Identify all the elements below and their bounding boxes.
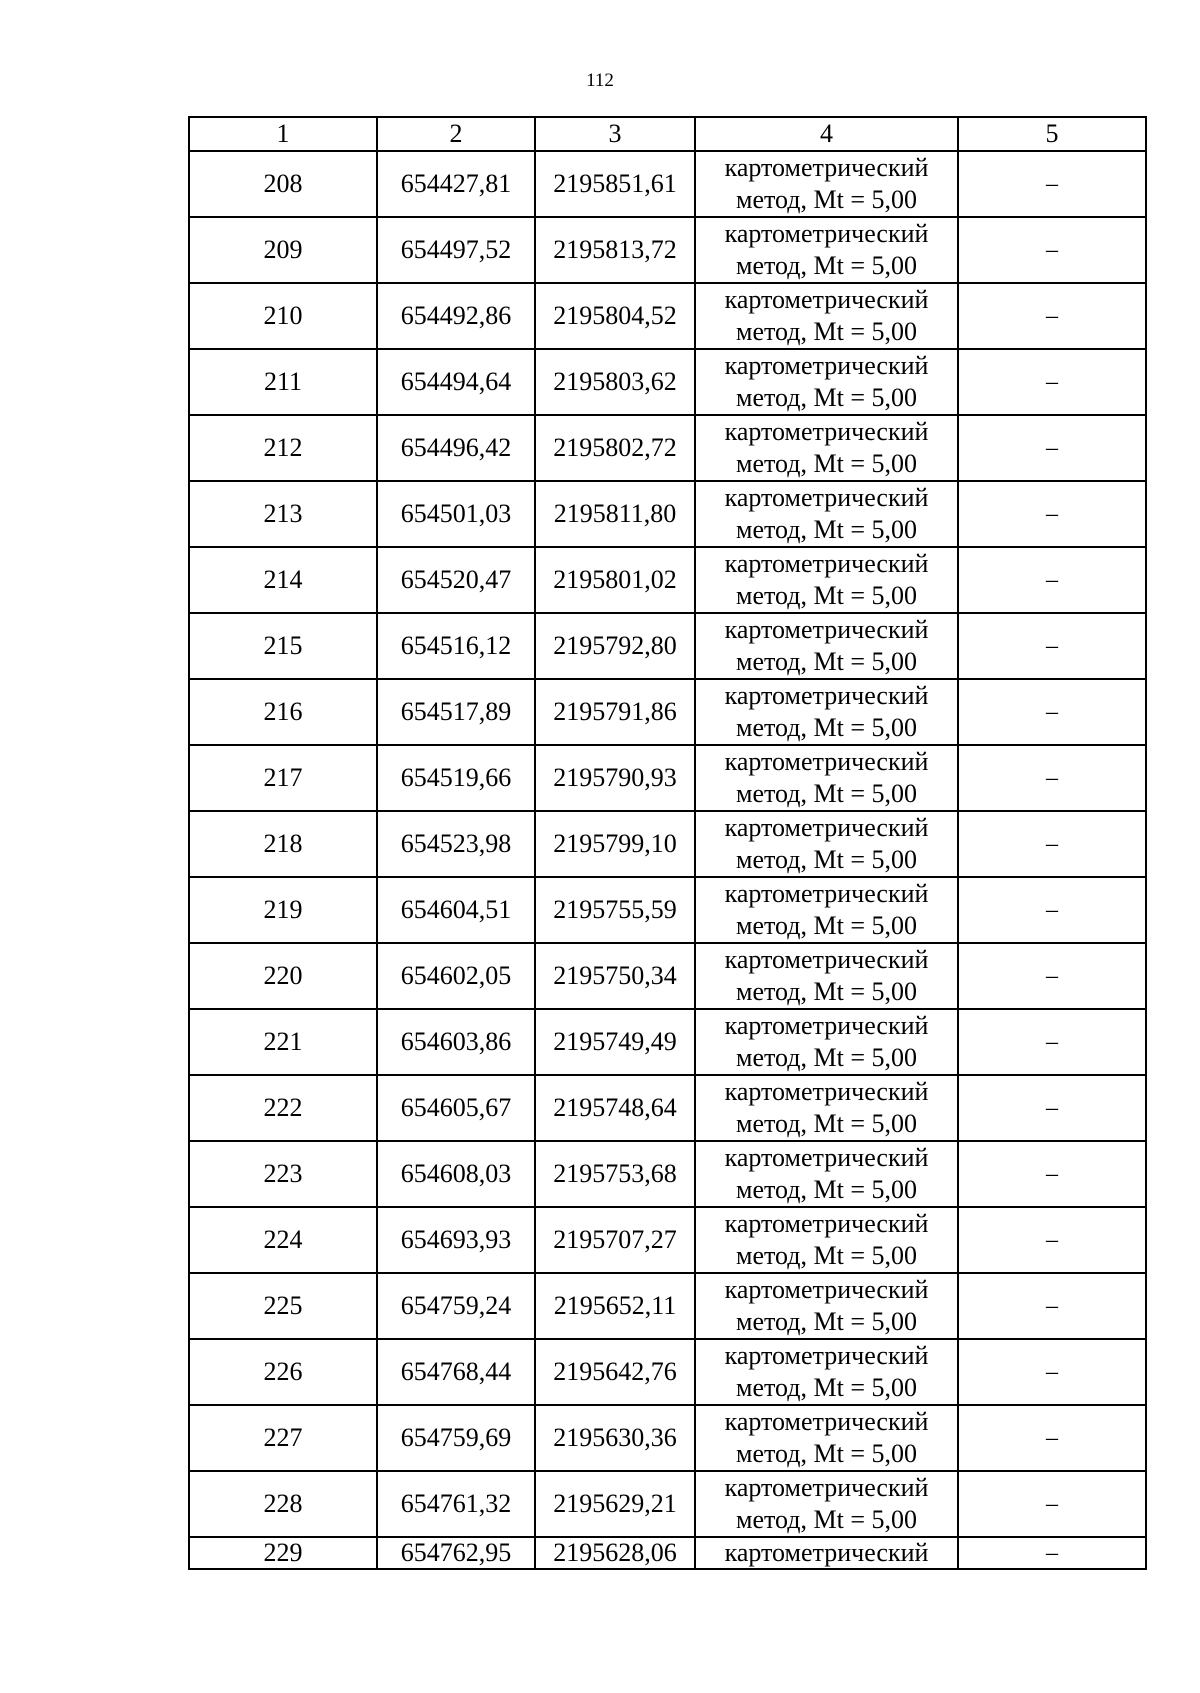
cell-dash: – [958, 1141, 1146, 1207]
cell-y-coordinate: 2195792,80 [535, 613, 695, 679]
cell-method [695, 151, 958, 217]
method-line-2: метод, Mt = 5,00 [736, 251, 917, 280]
cell-x-coordinate: 654494,64 [377, 349, 535, 415]
cell-x-coordinate: 654427,81 [377, 151, 535, 217]
method-line-1: картометрический [724, 1407, 929, 1436]
cell-y-coordinate: 2195628,06 [535, 1537, 695, 1569]
table-row [189, 481, 1146, 547]
cell-dash: – [958, 877, 1146, 943]
method-line-2: метод, Mt = 5,00 [736, 185, 917, 214]
table-row [189, 811, 1146, 877]
cell-y-coordinate: 2195791,86 [535, 679, 695, 745]
cell-method [695, 349, 958, 415]
cell-x-coordinate: 654519,66 [377, 745, 535, 811]
cell-dash: – [958, 415, 1146, 481]
cell-x-coordinate: 654603,86 [377, 1009, 535, 1075]
cell-x-coordinate: 654602,05 [377, 943, 535, 1009]
table-row [189, 943, 1146, 1009]
cell-point-number: 226 [189, 1339, 377, 1405]
table-row [189, 547, 1146, 613]
cell-x-coordinate: 654759,69 [377, 1405, 535, 1471]
cell-y-coordinate: 2195802,72 [535, 415, 695, 481]
cell-method [695, 877, 958, 943]
cell-method [695, 1405, 958, 1471]
cell-point-number: 225 [189, 1273, 377, 1339]
coordinates-table-container [188, 116, 1145, 1570]
table-row [189, 349, 1146, 415]
method-line-2: метод, Mt = 5,00 [736, 317, 917, 346]
cell-point-number: 219 [189, 877, 377, 943]
method-line-1: картометрический [724, 1275, 929, 1304]
column-header-1: 1 [189, 117, 377, 151]
cell-y-coordinate: 2195750,34 [535, 943, 695, 1009]
table-row [189, 1537, 1146, 1569]
cell-y-coordinate: 2195629,21 [535, 1471, 695, 1537]
cell-x-coordinate: 654501,03 [377, 481, 535, 547]
cell-method [695, 1339, 958, 1405]
cell-method [695, 613, 958, 679]
table-row [189, 1405, 1146, 1471]
cell-point-number: 214 [189, 547, 377, 613]
method-line-1: картометрический [724, 1209, 929, 1238]
cell-point-number: 218 [189, 811, 377, 877]
cell-point-number: 224 [189, 1207, 377, 1273]
table-row [189, 1207, 1146, 1273]
method-line-2: метод, Mt = 5,00 [736, 1373, 917, 1402]
cell-point-number: 223 [189, 1141, 377, 1207]
cell-method [695, 283, 958, 349]
cell-method [695, 1537, 958, 1569]
cell-dash: – [958, 1405, 1146, 1471]
table-header [189, 117, 1146, 151]
method-line-2: метод, Mt = 5,00 [736, 515, 917, 544]
table-row [189, 877, 1146, 943]
method-line-2: метод, Mt = 5,00 [736, 1439, 917, 1468]
cell-point-number: 220 [189, 943, 377, 1009]
cell-y-coordinate: 2195790,93 [535, 745, 695, 811]
method-line-1: картометрический [724, 615, 929, 644]
method-line-1: картометрический [724, 813, 929, 842]
cell-dash: – [958, 745, 1146, 811]
cell-y-coordinate: 2195749,49 [535, 1009, 695, 1075]
cell-method [695, 745, 958, 811]
cell-x-coordinate: 654768,44 [377, 1339, 535, 1405]
header-row [189, 117, 1146, 151]
cell-dash: – [958, 1339, 1146, 1405]
method-line-1: картометрический [724, 153, 929, 182]
cell-dash: – [958, 613, 1146, 679]
cell-dash: – [958, 1075, 1146, 1141]
cell-point-number: 215 [189, 613, 377, 679]
method-line-1: картометрический [724, 549, 929, 578]
method-line-2: метод, Mt = 5,00 [736, 713, 917, 742]
cell-point-number: 217 [189, 745, 377, 811]
cell-dash: – [958, 679, 1146, 745]
cell-method [695, 1141, 958, 1207]
table-row [189, 217, 1146, 283]
cell-point-number: 213 [189, 481, 377, 547]
method-line-1: картометрический [724, 1473, 929, 1502]
cell-x-coordinate: 654517,89 [377, 679, 535, 745]
cell-point-number: 222 [189, 1075, 377, 1141]
cell-point-number: 209 [189, 217, 377, 283]
cell-point-number: 211 [189, 349, 377, 415]
cell-x-coordinate: 654497,52 [377, 217, 535, 283]
cell-y-coordinate: 2195803,62 [535, 349, 695, 415]
cell-dash: – [958, 1009, 1146, 1075]
method-line-1: картометрический [724, 1011, 929, 1040]
cell-point-number: 216 [189, 679, 377, 745]
cell-method [695, 1471, 958, 1537]
method-line-1: картометрический [724, 351, 929, 380]
method-line-1: картометрический [724, 681, 929, 710]
table-row [189, 1471, 1146, 1537]
table-row [189, 745, 1146, 811]
cell-point-number: 221 [189, 1009, 377, 1075]
cell-x-coordinate: 654492,86 [377, 283, 535, 349]
page-number: 112 [586, 70, 614, 91]
cell-method [695, 811, 958, 877]
cell-dash: – [958, 481, 1146, 547]
cell-x-coordinate: 654759,24 [377, 1273, 535, 1339]
table-row [189, 613, 1146, 679]
cell-y-coordinate: 2195652,11 [535, 1273, 695, 1339]
cell-dash: – [958, 1207, 1146, 1273]
method-line-2: метод, Mt = 5,00 [736, 1175, 917, 1204]
method-line-2: метод, Mt = 5,00 [736, 845, 917, 874]
cell-x-coordinate: 654520,47 [377, 547, 535, 613]
method-line-1: картометрический [724, 417, 929, 446]
method-line-1: картометрический [724, 219, 929, 248]
method-line-2: метод, Mt = 5,00 [736, 383, 917, 412]
method-line-1: картометрический [724, 945, 929, 974]
cell-y-coordinate: 2195748,64 [535, 1075, 695, 1141]
cell-point-number: 229 [189, 1537, 377, 1569]
cell-y-coordinate: 2195753,68 [535, 1141, 695, 1207]
cell-dash: – [958, 547, 1146, 613]
method-line-1: картометрический [724, 1143, 929, 1172]
cell-x-coordinate: 654605,67 [377, 1075, 535, 1141]
method-line-2: метод, Mt = 5,00 [736, 1109, 917, 1138]
cell-dash: – [958, 349, 1146, 415]
method-line-2: метод, Mt = 5,00 [736, 911, 917, 940]
cell-point-number: 210 [189, 283, 377, 349]
method-line-1: картометрический [724, 879, 929, 908]
cell-x-coordinate: 654516,12 [377, 613, 535, 679]
cell-method [695, 1207, 958, 1273]
method-line-2: метод, Mt = 5,00 [736, 1505, 917, 1534]
table-body [189, 151, 1146, 1569]
column-header-5: 5 [958, 117, 1146, 151]
column-header-3: 3 [535, 117, 695, 151]
table-row [189, 415, 1146, 481]
cell-point-number: 227 [189, 1405, 377, 1471]
cell-x-coordinate: 654523,98 [377, 811, 535, 877]
cell-dash: – [958, 811, 1146, 877]
cell-dash: – [958, 1471, 1146, 1537]
cell-point-number: 208 [189, 151, 377, 217]
method-line-2: метод, Mt = 5,00 [736, 1241, 917, 1270]
cell-y-coordinate: 2195799,10 [535, 811, 695, 877]
cell-method [695, 415, 958, 481]
table-row [189, 1075, 1146, 1141]
cell-dash: – [958, 1273, 1146, 1339]
cell-point-number: 212 [189, 415, 377, 481]
cell-dash: – [958, 1537, 1146, 1569]
cell-x-coordinate: 654693,93 [377, 1207, 535, 1273]
cell-method [695, 679, 958, 745]
cell-y-coordinate: 2195642,76 [535, 1339, 695, 1405]
table-row [189, 679, 1146, 745]
coordinates-table [188, 116, 1147, 1570]
cell-method [695, 1273, 958, 1339]
cell-dash: – [958, 151, 1146, 217]
method-line-2: метод, Mt = 5,00 [736, 581, 917, 610]
cell-method [695, 1009, 958, 1075]
cell-x-coordinate: 654762,95 [377, 1537, 535, 1569]
method-line-2: метод, Mt = 5,00 [736, 647, 917, 676]
method-line-2: метод, Mt = 5,00 [736, 779, 917, 808]
column-header-4: 4 [695, 117, 958, 151]
method-line-1: картометрический [724, 747, 929, 776]
method-line-2: метод, Mt = 5,00 [736, 977, 917, 1006]
table-row [189, 1339, 1146, 1405]
cell-method [695, 1075, 958, 1141]
table-row [189, 283, 1146, 349]
cell-method [695, 217, 958, 283]
method-line-2: метод, Mt = 5,00 [736, 1307, 917, 1336]
table-row [189, 1273, 1146, 1339]
cell-y-coordinate: 2195707,27 [535, 1207, 695, 1273]
cell-y-coordinate: 2195813,72 [535, 217, 695, 283]
method-line-1: картометрический [724, 1341, 929, 1370]
method-line-2: метод, Mt = 5,00 [736, 1043, 917, 1072]
cell-y-coordinate: 2195811,80 [535, 481, 695, 547]
cell-method [695, 481, 958, 547]
table-row [189, 1009, 1146, 1075]
method-line-1: картометрический [724, 285, 929, 314]
cell-dash: – [958, 943, 1146, 1009]
table-row [189, 1141, 1146, 1207]
method-line-1: картометрический [724, 1077, 929, 1106]
cell-x-coordinate: 654608,03 [377, 1141, 535, 1207]
table-row [189, 151, 1146, 217]
cell-x-coordinate: 654761,32 [377, 1471, 535, 1537]
cell-y-coordinate: 2195851,61 [535, 151, 695, 217]
cell-dash: – [958, 217, 1146, 283]
column-header-2: 2 [377, 117, 535, 151]
method-line-2: метод, Mt = 5,00 [736, 449, 917, 478]
cell-y-coordinate: 2195755,59 [535, 877, 695, 943]
cell-method [695, 547, 958, 613]
cell-y-coordinate: 2195630,36 [535, 1405, 695, 1471]
method-line-1: картометрический [724, 1538, 929, 1567]
cell-y-coordinate: 2195801,02 [535, 547, 695, 613]
method-line-1: картометрический [724, 483, 929, 512]
cell-method [695, 943, 958, 1009]
cell-point-number: 228 [189, 1471, 377, 1537]
cell-dash: – [958, 283, 1146, 349]
cell-x-coordinate: 654604,51 [377, 877, 535, 943]
cell-x-coordinate: 654496,42 [377, 415, 535, 481]
cell-y-coordinate: 2195804,52 [535, 283, 695, 349]
